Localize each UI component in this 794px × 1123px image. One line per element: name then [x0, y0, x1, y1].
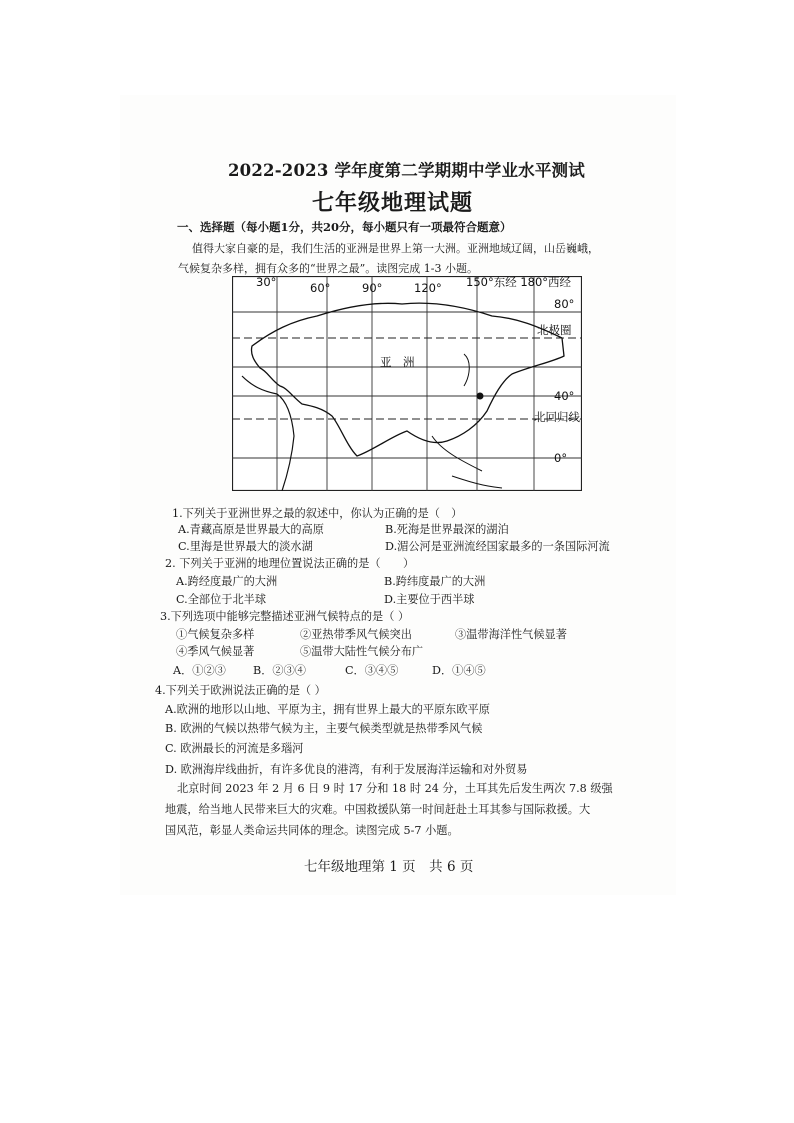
question-2-stem: 2. 下列关于亚洲的地理位置说法正确的是（ ）	[165, 557, 415, 570]
question-2-option-c: C.全部位于北半球	[176, 593, 267, 606]
question-2-option-b: B.跨纬度最广的大洲	[384, 575, 486, 588]
question-1-option-b: B.死海是世界最深的湖泊	[385, 523, 509, 536]
lon-label: 90°	[362, 281, 383, 295]
lon-label: 60°	[310, 281, 331, 295]
page-footer: 七年级地理第 1 页 共 6 页	[304, 859, 474, 875]
question-3-item: ②亚热带季风气候突出	[300, 628, 412, 641]
question-2-option-a: A.跨经度最广的大洲	[176, 575, 278, 588]
lat-label: 80°	[554, 297, 575, 311]
question-4-option-d: D. 欧洲海岸线曲折，有许多优良的港湾，有利于发展海洋运输和对外贸易	[165, 763, 528, 776]
passage-line: 地震，给当地人民带来巨大的灾难。中国救援队第一时间赶赴土耳其参与国际救援。大	[165, 803, 591, 816]
question-2-option-d: D.主要位于西半球	[384, 593, 475, 606]
question-3-option-b: B．②③④	[253, 664, 306, 677]
question-4-option-c: C. 欧洲最长的河流是多瑙河	[165, 742, 304, 755]
question-3-item: ⑤温带大陆性气候分布广	[300, 645, 424, 658]
question-3-item: ④季风气候显著	[176, 645, 255, 658]
lat-label: 40°	[554, 389, 575, 403]
lon-label: 30°	[256, 276, 277, 289]
lat-label: 北极圈	[537, 323, 572, 337]
region-label: 亚 洲	[380, 355, 415, 369]
intro-line: 值得大家自豪的是，我们生活的亚洲是世界上第一大洲。亚洲地域辽阔，山岳巍峨，	[192, 242, 599, 255]
question-3-item: ③温带海洋性气候显著	[455, 628, 567, 641]
passage-line: 国风范，彰显人类命运共同体的理念。读图完成 5-7 小题。	[165, 824, 459, 837]
question-3-option-a: A．①②③	[173, 664, 226, 677]
passage-line: 北京时间 2023 年 2 月 6 日 9 时 17 分和 18 时 24 分，土耳其先后发生两次 7.8 级强	[177, 782, 613, 795]
question-3-option-c: C．③④⑤	[345, 664, 399, 677]
intro-line: 气候复杂多样，拥有众多的“世界之最”。读图完成 1-3 小题。	[178, 262, 478, 275]
question-4-option-b: B. 欧洲的气候以热带气候为主，主要气候类型就是热带季风气候	[165, 722, 483, 735]
question-1-stem: 1.下列关于亚洲世界之最的叙述中，你认为正确的是（ ）	[172, 507, 463, 520]
question-1-option-c: C.里海是世界最大的淡水湖	[178, 540, 313, 553]
lat-label: 北回归线	[534, 410, 580, 424]
asia-map-svg	[232, 276, 582, 491]
exam-subtitle: 七年级地理试题	[312, 190, 474, 216]
location-dot	[477, 393, 484, 400]
question-4-option-a: A.欧洲的地形以山地、平原为主，拥有世界上最大的平原东欧平原	[165, 703, 490, 716]
question-4-stem: 4.下列关于欧洲说法正确的是（ ）	[155, 684, 326, 697]
question-3-item: ①气候复杂多样	[176, 628, 255, 641]
lon-label: 120°	[414, 281, 442, 295]
question-1-option-a: A.青藏高原是世界最大的高原	[178, 523, 324, 536]
lat-label: 0°	[554, 451, 568, 465]
exam-title: 2022-2023 学年度第二学期期中学业水平测试	[228, 161, 585, 180]
question-1-option-d: D.湄公河是亚洲流经国家最多的一条国际河流	[385, 540, 610, 553]
question-3-option-d: D．①④⑤	[432, 664, 486, 677]
question-3-stem: 3.下列选项中能够完整描述亚洲气候特点的是（ ）	[160, 610, 410, 623]
section-heading: 一、选择题（每小题1分，共20分，每小题只有一项最符合题意）	[177, 220, 512, 234]
asia-map	[232, 276, 582, 491]
lon-label: 150°东经 180°西经	[466, 276, 572, 289]
